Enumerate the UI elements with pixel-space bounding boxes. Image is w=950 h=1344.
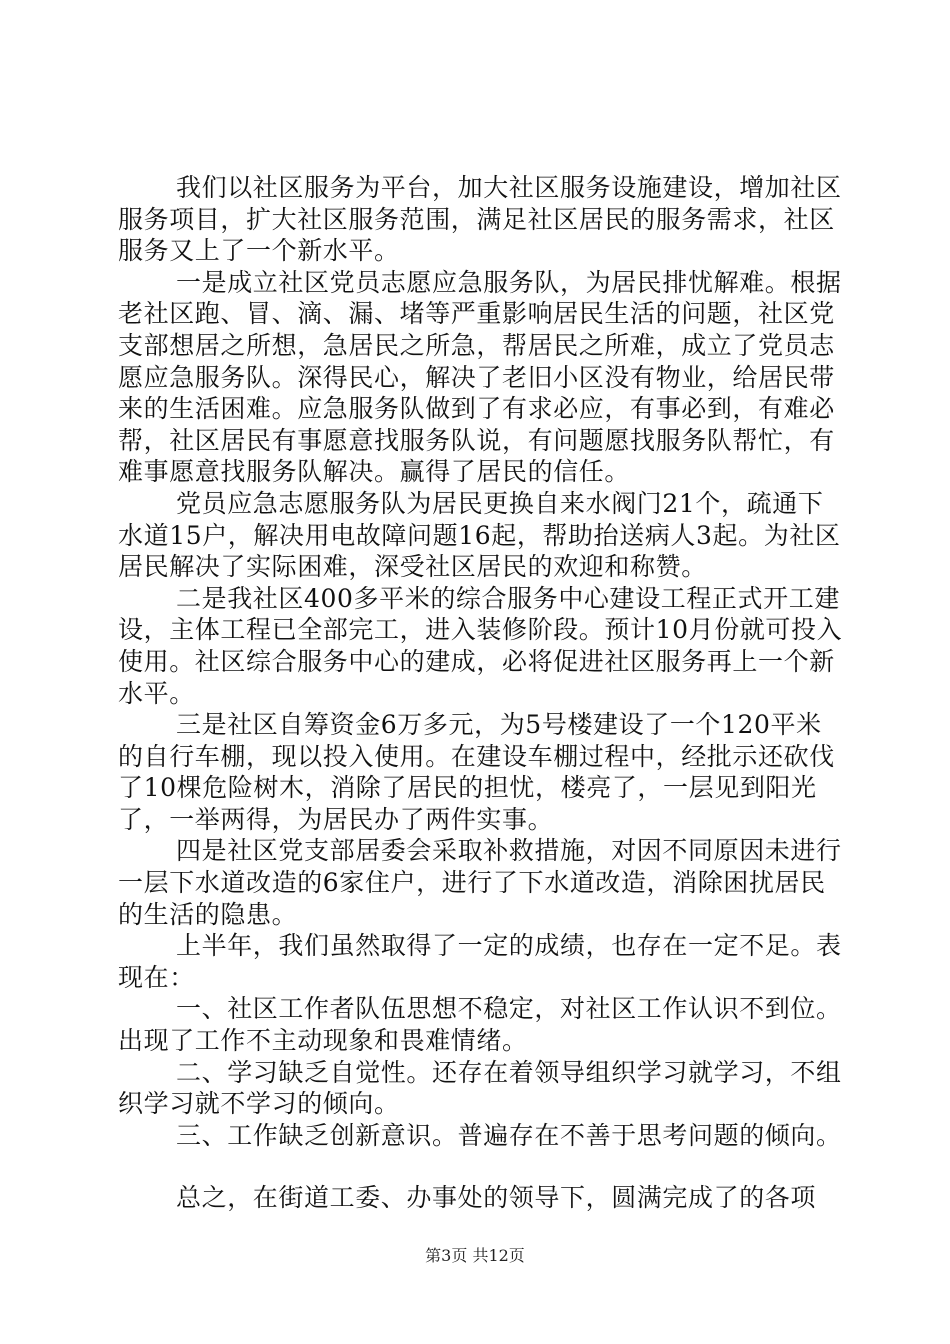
paragraph-conclusion: 总之，在街道工委、办事处的领导下，圆满完成了的各项 bbox=[176, 1183, 817, 1213]
paragraph-intro: 我们以社区服务为平台，加大社区服务设施建设，增加社区服务项目，扩大社区服务范围，满足社区居民的服务需求，社区服务又上了一个新水平。 bbox=[118, 173, 842, 266]
paragraph-shortcomings: 上半年，我们虽然取得了一定的成绩，也存在一定不足。表现在： bbox=[118, 931, 842, 992]
page-number: 第3页 共12页 bbox=[425, 1246, 525, 1265]
document-body bbox=[118, 172, 843, 1214]
paragraph-volunteer-stats: 党员应急志愿服务队为居民更换自来水阀门21个，疏通下水道15户，解决用电故障问题16起，帮助抬送病人3起。为社区居民解决了实际困难，深受社区居民的欢迎和称赞。 bbox=[118, 488, 841, 582]
paragraph-item-1: 一是成立社区党员志愿应急服务队，为居民排忧解难。根据老社区跑、冒、滴、漏、堵等严重影响居民生活的问题，社区党支部想居之所想，急居民之所急，帮居民之所难，成立了党员志愿应急服务队。深得民心，解决了老旧小区没有物业，给居民带来的生活困难。应急服务队做到了有求必应，有事必到，有难必帮，社区居民有事愿意找服务队说，有问题愿找服务队帮忙，有难事愿意找服务队解决。赢得了居民的信任。 bbox=[118, 267, 842, 487]
paragraph-shortcoming-2: 二、学习缺乏自觉性。还存在着领导组织学习就学习，不组织学习就不学习的倾向。 bbox=[118, 1057, 842, 1119]
paragraph-shortcoming-3: 三、工作缺乏创新意识。普遍存在不善于思考问题的倾向。 bbox=[176, 1120, 842, 1150]
paragraph-shortcoming-1: 一、社区工作者队伍思想不稳定，对社区工作认识不到位。出现了工作不主动现象和畏难情绪。 bbox=[118, 994, 842, 1056]
paragraph-item-4: 四是社区党支部居委会采取补救措施，对因不同原因未进行一层下水道改造的6家住户，进行了下水道改造，消除困扰居民的生活的隐患。 bbox=[118, 836, 842, 929]
paragraph-item-2: 二是我社区400多平米的综合服务中心建设工程正式开工建设，主体工程已全部完工，进入装修阶段。预计10月份就可投入使用。社区综合服务中心的建成，必将促进社区服务再上一个新水平。 bbox=[118, 583, 843, 708]
paragraph-item-3: 三是社区自筹资金6万多元，为5号楼建设了一个120平米的自行车棚，现以投入使用。在建设车棚过程中，经批示还砍伐了10棵危险树木，消除了居民的担忧，楼亮了，一层见到阳光了，一举两得，为居民办了两件实事。 bbox=[118, 710, 835, 834]
